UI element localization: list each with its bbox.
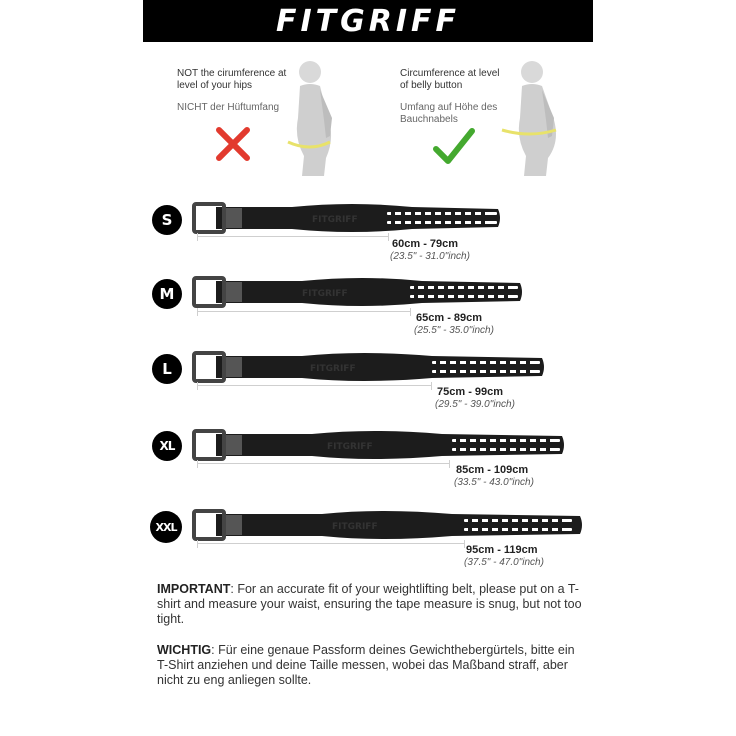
- size-m-inch: (25.5" - 35.0"inch): [414, 325, 494, 336]
- belt-l: [192, 350, 548, 386]
- brand-banner: [143, 0, 593, 42]
- belt-logo: FITGRIFF: [312, 215, 358, 225]
- right-hint-en: Circumference at level of belly button: [400, 68, 500, 91]
- important-note: [157, 582, 587, 627]
- size-badge-m: M: [152, 279, 182, 309]
- belt-logo: FITGRIFF: [327, 442, 373, 452]
- important-text: : For an accurate fit of your weightlifting belt, please put on a T-shirt and measure your waist, ensuring the tape measure is snug, but not too tight.: [157, 582, 582, 626]
- size-badge-s: S: [152, 205, 182, 235]
- wichtig-key: WICHTIG: [157, 643, 212, 657]
- brand-logo: FITGRIFF: [276, 3, 460, 39]
- check-icon: [432, 125, 476, 169]
- size-l-cm: 75cm - 99cm: [437, 386, 504, 398]
- person-belly-icon: [500, 58, 572, 178]
- belt-xxl: [192, 508, 586, 544]
- belt-logo: FITGRIFF: [310, 364, 356, 374]
- measure-line-xl: [197, 463, 450, 464]
- belt-xl: [192, 428, 568, 464]
- size-xl-inch: (33.5" - 43.0"inch): [454, 477, 534, 488]
- belt-m: [192, 275, 526, 311]
- size-badge-xl: XL: [152, 431, 182, 461]
- size-xxl-inch: (37.5" - 47.0"inch): [464, 557, 544, 568]
- measure-line-m: [197, 311, 411, 312]
- important-key: IMPORTANT: [157, 582, 231, 596]
- measure-line-s: [197, 236, 389, 237]
- size-s-inch: (23.5" - 31.0"inch): [390, 251, 470, 262]
- belt-logo: FITGRIFF: [332, 522, 378, 532]
- belt-logo: FITGRIFF: [302, 289, 348, 299]
- size-badge-xxl: XXL: [150, 511, 182, 543]
- cross-icon: [214, 125, 252, 163]
- wrong-hint-de: NICHT der Hüftumfang: [177, 102, 280, 113]
- size-xl-cm: 85cm - 109cm: [456, 464, 529, 476]
- wichtig-text: : Für eine genaue Passform deines Gewichthebergürtels, bitte ein T-Shirt anziehen und deine Taille messen, wobei das Maßband straff, aber nicht zu eng anliegen sollte.: [157, 643, 575, 687]
- size-s-cm: 60cm - 79cm: [392, 238, 459, 250]
- belt-s: [192, 201, 504, 237]
- measure-line-l: [197, 385, 432, 386]
- wichtig-note: [157, 643, 587, 688]
- size-badge-l: L: [152, 354, 182, 384]
- size-xxl-cm: 95cm - 119cm: [466, 544, 538, 556]
- wrong-hint-en: NOT the cirumference at level of your hips: [177, 68, 287, 91]
- right-hint-de: Umfang auf Höhe des Bauchnabels: [400, 102, 498, 125]
- size-m-cm: 65cm - 89cm: [416, 312, 483, 324]
- measure-line-xxl: [197, 543, 465, 544]
- size-l-inch: (29.5" - 39.0"inch): [435, 399, 515, 410]
- person-hips-icon: [280, 58, 350, 178]
